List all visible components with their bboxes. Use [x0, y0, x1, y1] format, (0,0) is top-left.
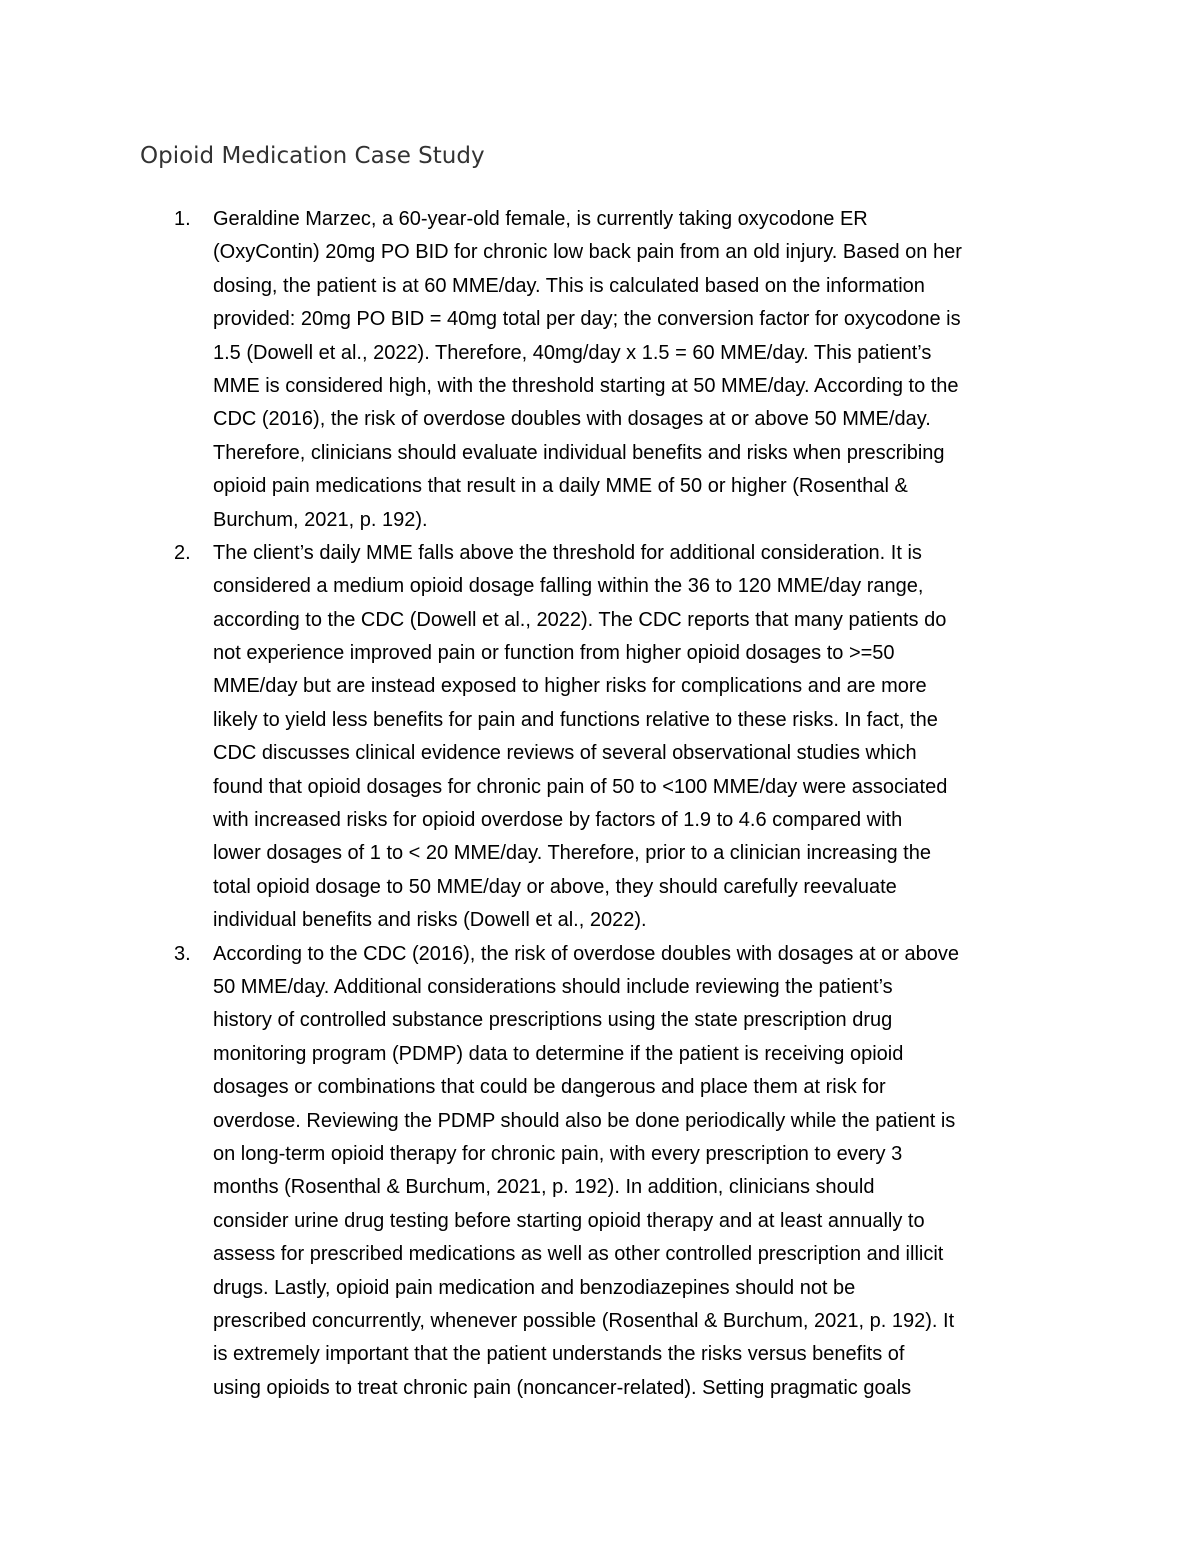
list-item-3 — [0, 938, 959, 1405]
paragraph-line: dosing, the patient is at 60 MME/day. This is calculated based on the information — [213, 274, 925, 297]
paragraph-line: Therefore, clinicians should evaluate individual benefits and risks when prescribing — [213, 441, 945, 464]
paragraph-line: consider urine drug testing before starting opioid therapy and at least annually to — [213, 1209, 925, 1232]
paragraph-line: history of controlled substance prescriptions using the state prescription drug — [213, 1009, 893, 1032]
paragraph-line: on long-term opioid therapy for chronic pain, with every prescription to every 3 — [213, 1142, 903, 1165]
paragraph-line: individual benefits and risks (Dowell et al., 2022). — [213, 909, 647, 932]
paragraph-line: According to the CDC (2016), the risk of overdose doubles with dosages at or above — [213, 942, 959, 965]
page-title: Opioid Medication Case Study — [140, 143, 485, 169]
paragraph-line: drugs. Lastly, opioid pain medication and benzodiazepines should not be — [213, 1276, 856, 1299]
paragraph-line: months (Rosenthal & Burchum, 2021, p. 192). In addition, clinicians should — [213, 1176, 875, 1199]
paragraph-line: MME is considered high, with the threshold starting at 50 MME/day. According to the — [213, 374, 959, 397]
paragraph-line: not experience improved pain or function from higher opioid dosages to >=50 — [213, 642, 895, 665]
paragraph-line: Burchum, 2021, p. 192). — [213, 508, 428, 531]
paragraph-line: prescribed concurrently, whenever possible (Rosenthal & Burchum, 2021, p. 192). It — [213, 1309, 955, 1332]
paragraph-line: is extremely important that the patient understands the risks versus benefits of — [213, 1343, 905, 1366]
paragraph-line: MME/day but are instead exposed to higher risks for complications and are more — [213, 675, 927, 698]
paragraph-line: found that opioid dosages for chronic pain of 50 to <100 MME/day were associated — [213, 775, 948, 798]
paragraph-line: according to the CDC (Dowell et al., 2022). The CDC reports that many patients do — [213, 608, 947, 631]
list-item-2 — [0, 537, 948, 938]
paragraph-line: The client’s daily MME falls above the threshold for additional consideration. It is — [213, 541, 922, 564]
paragraph-line: monitoring program (PDMP) data to determine if the patient is receiving opioid — [213, 1042, 904, 1065]
paragraph-line: CDC discusses clinical evidence reviews of several observational studies which — [213, 742, 917, 765]
list-item-1 — [0, 203, 962, 537]
list-number: 2. — [174, 541, 191, 564]
paragraph-line: lower dosages of 1 to < 20 MME/day. Therefore, prior to a clinician increasing the — [213, 842, 931, 865]
paragraph-line: total opioid dosage to 50 MME/day or above, they should carefully reevaluate — [213, 875, 897, 898]
paragraph-line: overdose. Reviewing the PDMP should also be done periodically while the patient is — [213, 1109, 956, 1132]
paragraph-line: (OxyContin) 20mg PO BID for chronic low back pain from an old injury. Based on her — [213, 241, 962, 264]
paragraph-line: opioid pain medications that result in a daily MME of 50 or higher (Rosenthal & — [213, 475, 908, 498]
paragraph-line: likely to yield less benefits for pain and functions relative to these risks. In fact, the — [213, 708, 938, 731]
paragraph-line: CDC (2016), the risk of overdose doubles with dosages at or above 50 MME/day. — [213, 408, 931, 431]
paragraph-line: considered a medium opioid dosage falling within the 36 to 120 MME/day range, — [213, 575, 924, 598]
paragraph-line: 50 MME/day. Additional considerations should include reviewing the patient’s — [213, 975, 893, 998]
numbered-list — [0, 203, 962, 1405]
list-number: 1. — [174, 208, 191, 230]
paragraph-line: 1.5 (Dowell et al., 2022). Therefore, 40mg/day x 1.5 = 60 MME/day. This patient’s — [213, 341, 932, 364]
paragraph-line: using opioids to treat chronic pain (noncancer-related). Setting pragmatic goals — [213, 1376, 912, 1399]
paragraph-line: dosages or combinations that could be dangerous and place them at risk for — [213, 1076, 886, 1099]
paragraph-line: with increased risks for opioid overdose by factors of 1.9 to 4.6 compared with — [213, 809, 903, 832]
list-number: 3. — [174, 942, 191, 965]
paragraph-line: assess for prescribed medications as well as other controlled prescription and illicit — [213, 1243, 944, 1266]
paragraph-line: Geraldine Marzec, a 60-year-old female, is currently taking oxycodone ER — [213, 208, 868, 230]
paragraph-line: provided: 20mg PO BID = 40mg total per day; the conversion factor for oxycodone is — [213, 308, 961, 331]
